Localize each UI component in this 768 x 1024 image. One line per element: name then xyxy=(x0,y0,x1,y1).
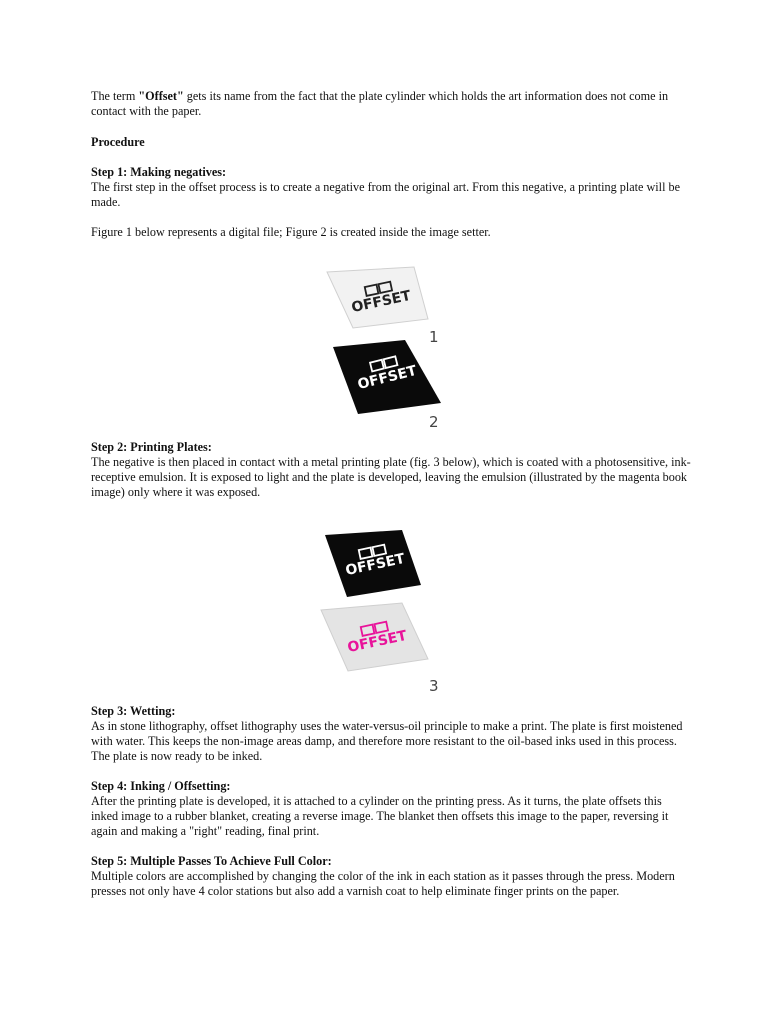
figure-3-plate xyxy=(321,603,428,671)
step-2-text: The negative is then placed in contact with a metal printing plate (fig. 3 below), which is coated with a photosensitive, ink-receptive emulsion. It is exposed to light and the plate is developed, leaving the emulsion (illustrated by the magenta book image) only where it was exposed. xyxy=(91,455,691,499)
figure-3-negative-offset-word: OFFSET xyxy=(344,550,407,580)
document-page xyxy=(91,89,691,914)
figure-1-offset-word: OFFSET xyxy=(350,287,413,317)
figure-3-label: 3 xyxy=(429,677,439,695)
step-1-text: The first step in the offset process is to create a negative from the original art. From this negative, a printing plate will be made. xyxy=(91,180,681,209)
step-4-text: After the printing plate is developed, it is attached to a cylinder on the printing press. As it turns, the plate offsets this inked image to a rubber blanket, creating a reverse image. The blanket then offsets this image to the paper, reversing it again and making a "right" reading, final print. xyxy=(91,794,669,838)
intro-text-end: gets its name from the fact that the plate cylinder which holds the art information does not come in contact with the paper. xyxy=(91,89,669,118)
step-1 xyxy=(91,165,691,210)
figure-2-offset-word: OFFSET xyxy=(356,362,419,394)
intro-term: "Offset" xyxy=(138,89,184,103)
step-5-text: Multiple colors are accomplished by changing the color of the ink in each station as it passes through the press. Modern presses not only have 4 color stations but also add a varnish coat to help eliminate finger prints on the paper. xyxy=(91,869,675,898)
figure-3 xyxy=(91,515,691,704)
step-3-text: As in stone lithography, offset lithography uses the water-versus-oil principle to make a print. The plate is first moistened with water. This keeps the non-image areas damp, and therefore more resistant to the oil-based inks used in this process. The plate is now ready to be inked. xyxy=(91,719,683,763)
step-3 xyxy=(91,704,691,764)
step-4 xyxy=(91,779,691,839)
step-2 xyxy=(91,440,691,500)
procedure-heading: Procedure xyxy=(91,135,145,149)
step-5 xyxy=(91,854,691,899)
figure-1-label: 1 xyxy=(429,328,439,346)
intro-paragraph xyxy=(91,89,691,119)
figure-3-illustration xyxy=(91,515,691,704)
intro-text-start: The term xyxy=(91,89,139,103)
figure-2-negative xyxy=(333,340,441,414)
step-3-title: Step 3: Wetting: xyxy=(91,704,176,718)
step-2-title: Step 2: Printing Plates: xyxy=(91,440,212,454)
step-1-title: Step 1: Making negatives: xyxy=(91,165,227,179)
figure-3-negative xyxy=(325,530,421,597)
step-5-title: Step 5: Multiple Passes To Achieve Full Color: xyxy=(91,854,332,868)
figure-3-plate-offset-word: OFFSET xyxy=(346,627,409,657)
figure-note: Figure 1 below represents a digital file; Figure 2 is created inside the image setter. xyxy=(91,225,491,239)
figure-1-sheet xyxy=(327,267,428,328)
step-4-title: Step 4: Inking / Offsetting: xyxy=(91,779,231,793)
figure-2-label: 2 xyxy=(429,413,439,431)
figure-1-2 xyxy=(91,255,691,440)
figure-1-2-illustration xyxy=(91,255,691,440)
